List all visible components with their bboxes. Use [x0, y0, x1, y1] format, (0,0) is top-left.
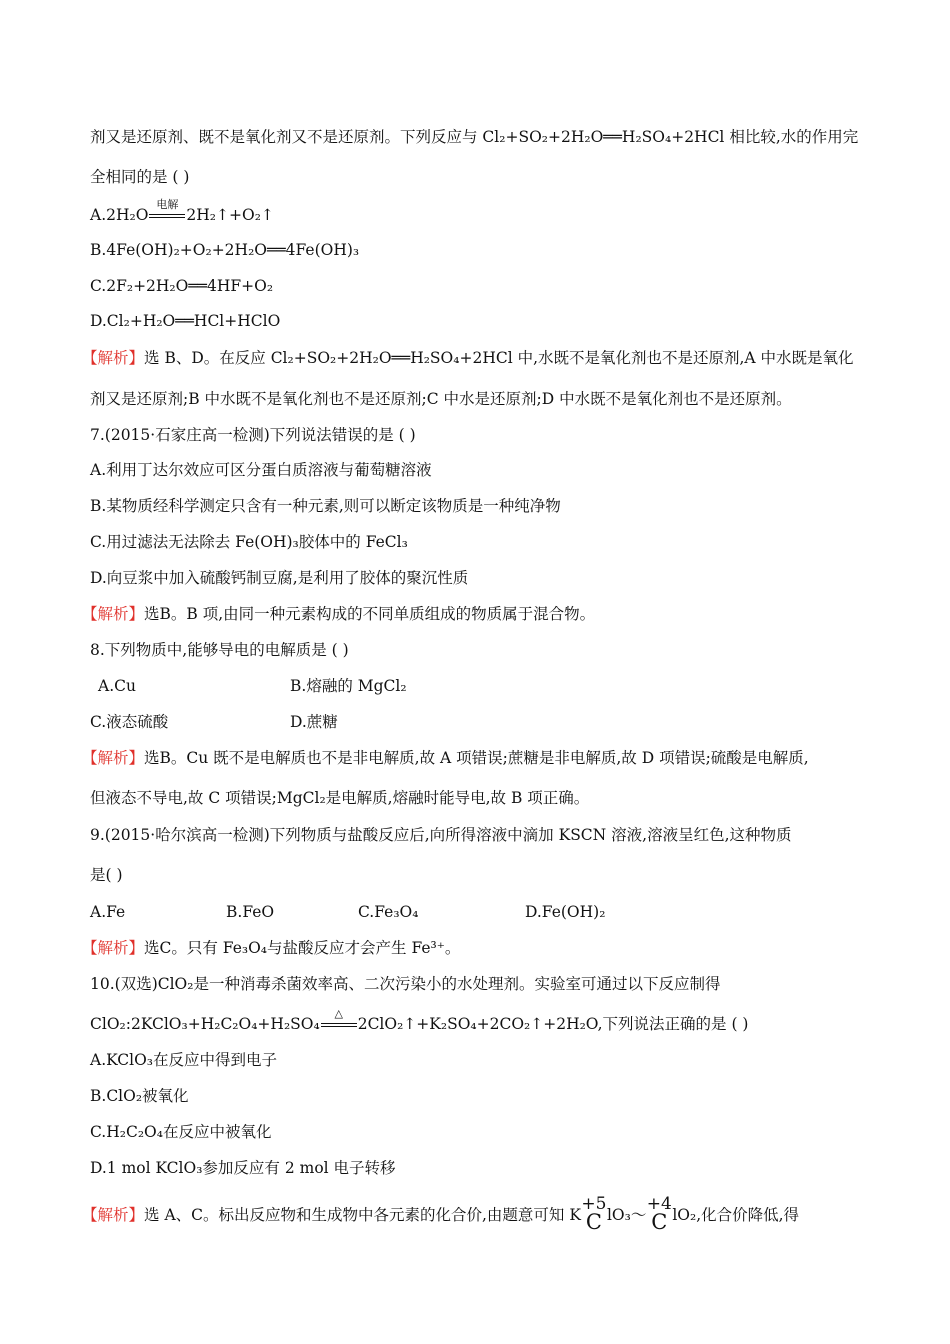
q7-option-a: A.利用丁达尔效应可区分蛋白质溶液与葡萄糖溶液 — [90, 461, 432, 479]
ox1-letter: C — [585, 1210, 602, 1234]
q10-option-a: A.KClO₃在反应中得到电子 — [90, 1051, 278, 1069]
q8-option-a: A.Cu — [98, 677, 136, 695]
q7-option-d: D.向豆浆中加入硫酸钙制豆腐,是利用了胶体的聚沉性质 — [90, 569, 469, 587]
q6-option-d: D.Cl₂+H₂O══HCl+HClO — [90, 312, 281, 330]
q7-analysis — [82, 604, 595, 624]
q10-equation-left: ClO₂:2KClO₃+H₂C₂O₄+H₂SO₄ — [90, 1015, 320, 1033]
q8-analysis-line2: 但液态不导电,故 C 项错误;MgCl₂是电解质,熔融时能导电,故 B 项正确。 — [90, 789, 590, 807]
analysis-tag: 【解析】 — [82, 605, 145, 623]
q8-option-b: B.熔融的 MgCl₂ — [290, 677, 407, 695]
q10-analysis-mid: lO₃～ — [606, 1206, 647, 1224]
q9-analysis — [82, 938, 460, 958]
q6-option-a-left: A.2H₂O — [90, 206, 149, 224]
q8-analysis-line1 — [82, 748, 809, 768]
q10-stem-line1: 10.(双选)ClO₂是一种消毒杀菌效率高、二次污染小的水处理剂。实验室可通过以下反应制得 — [90, 975, 721, 993]
q9-analysis-text: 选C。只有 Fe₃O₄与盐酸反应才会产生 Fe³⁺。 — [144, 939, 461, 957]
q8-analysis-text: 选B。Cu 既不是电解质也不是非电解质,故 A 项错误;蔗糖是非电解质,故 D 项错误;硫酸是电解质, — [144, 749, 809, 767]
ox2-value: +4 — [646, 1194, 672, 1214]
q6-stem-line1: 剂又是还原剂、既不是氧化剂又不是还原剂。下列反应与 Cl₂+SO₂+2H₂O══H₂SO₄+2HCl 相比较,水的作用完 — [90, 128, 859, 146]
q10-option-d: D.1 mol KClO₃参加反应有 2 mol 电子转移 — [90, 1159, 396, 1177]
electrolysis-label: 电解 — [156, 198, 179, 211]
q9-option-c: C.Fe₃O₄ — [358, 903, 419, 921]
q10-option-c: C.H₂C₂O₄在反应中被氧化 — [90, 1123, 272, 1141]
analysis-tag: 【解析】 — [82, 1206, 145, 1224]
q6-analysis-text: 选 B、D。在反应 Cl₂+SO₂+2H₂O══H₂SO₄+2HCl 中,水既不是氧化剂也不是还原剂,A 中水既是氧化 — [144, 349, 854, 367]
q10-option-b: B.ClO₂被氧化 — [90, 1087, 189, 1105]
q9-option-a: A.Fe — [90, 903, 126, 921]
electrolysis-arrow — [148, 198, 186, 225]
q10-analysis-end: lO₂,化合价降低,得 — [672, 1206, 800, 1224]
q7-analysis-text: 选B。B 项,由同一种元素构成的不同单质组成的物质属于混合物。 — [144, 605, 596, 623]
q6-option-a-right: 2H₂↑+O₂↑ — [186, 206, 274, 224]
q7-option-c: C.用过滤法无法除去 Fe(OH)₃胶体中的 FeCl₃ — [90, 533, 408, 551]
q6-option-c: C.2F₂+2H₂O══4HF+O₂ — [90, 277, 274, 295]
q9-stem-line1: 9.(2015·哈尔滨高一检测)下列物质与盐酸反应后,向所得溶液中滴加 KSCN 溶液,溶液呈红色,这种物质 — [90, 826, 792, 844]
q9-option-b: B.FeO — [226, 903, 275, 921]
oxidation-state-2 — [646, 1194, 672, 1234]
q6-option-a — [90, 198, 274, 225]
q6-option-b: B.4Fe(OH)₂+O₂+2H₂O══4Fe(OH)₃ — [90, 241, 360, 259]
q9-option-d: D.Fe(OH)₂ — [525, 903, 606, 921]
q6-analysis-line2: 剂又是还原剂;B 中水既不是氧化剂也不是还原剂;C 中水是还原剂;D 中水既不是氧化剂也不是还原剂。 — [90, 390, 792, 408]
heat-label: △ — [334, 1007, 343, 1020]
q8-option-c: C.液态硫酸 — [90, 713, 169, 731]
analysis-tag: 【解析】 — [82, 749, 145, 767]
q6-stem-line2: 全相同的是 ( ) — [90, 168, 190, 186]
analysis-tag: 【解析】 — [82, 349, 145, 367]
q9-stem-line2: 是( ) — [90, 866, 123, 884]
q10-analysis — [82, 1194, 800, 1234]
q10-stem-line2 — [90, 1007, 749, 1034]
q7-stem: 7.(2015·石家庄高一检测)下列说法错误的是 ( ) — [90, 426, 416, 444]
ox1-value: +5 — [581, 1194, 607, 1214]
q10-analysis-text: 选 A、C。标出反应物和生成物中各元素的化合价,由题意可知 K — [144, 1206, 581, 1224]
q8-option-d: D.蔗糖 — [290, 713, 338, 731]
q10-equation-right: 2ClO₂↑+K₂SO₄+2CO₂↑+2H₂O,下列说法正确的是 ( ) — [357, 1015, 749, 1033]
q7-option-b: B.某物质经科学测定只含有一种元素,则可以断定该物质是一种纯净物 — [90, 497, 561, 515]
heat-arrow — [320, 1007, 358, 1034]
q8-stem: 8.下列物质中,能够导电的电解质是 ( ) — [90, 641, 349, 659]
ox2-letter: C — [651, 1210, 668, 1234]
analysis-tag: 【解析】 — [82, 939, 145, 957]
q6-analysis-line1 — [82, 348, 854, 368]
oxidation-state-1 — [581, 1194, 607, 1234]
